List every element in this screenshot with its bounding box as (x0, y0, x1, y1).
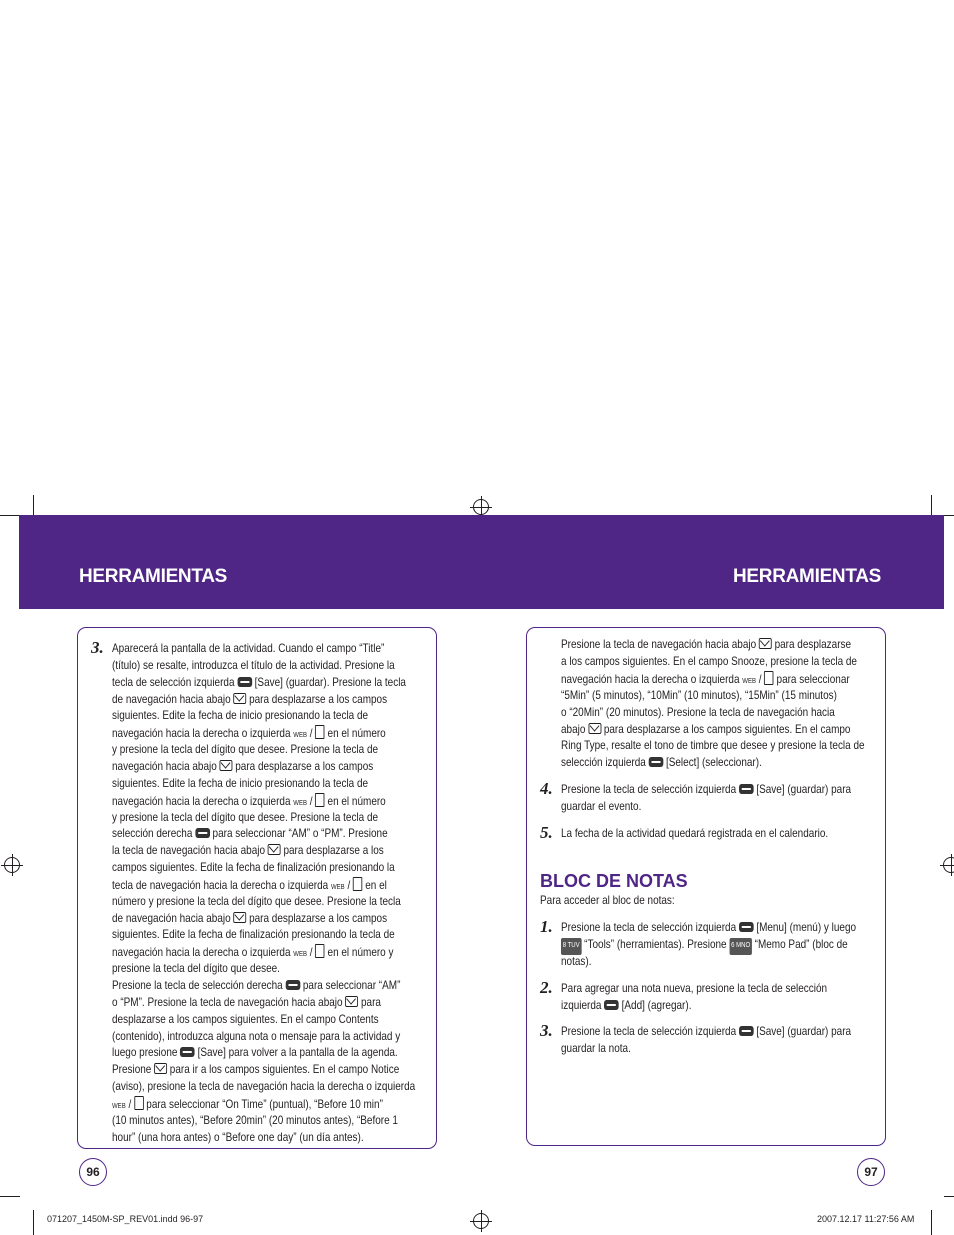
soft-key-icon (649, 757, 664, 767)
page-number-left: 96 (79, 1158, 107, 1186)
soft-key-icon (604, 1000, 619, 1010)
text-line: navegación hacia abajo para desplazarse a los campos (112, 759, 374, 773)
soft-key-icon (285, 980, 300, 990)
page-title-right: HERRAMIENTAS (733, 566, 882, 587)
text-line: número y presione la tecla del dígito que desee. Presione la tecla (112, 894, 401, 908)
soft-key-icon (237, 677, 252, 687)
text-line: hour” (una hora antes) o “Before one day” (un día antes). (112, 1130, 364, 1144)
text-line: Presione la tecla de selección derecha para seleccionar “AM” (112, 979, 401, 992)
crop-mark (931, 495, 932, 517)
crop-mark (0, 1196, 20, 1197)
soft-key-icon (739, 784, 754, 794)
registration-mark-icon (943, 857, 954, 873)
web-key-icon: WEB (293, 732, 307, 740)
nav-side-key-icon (134, 1096, 143, 1110)
crop-mark (0, 515, 20, 516)
step-number: 1. (540, 917, 553, 936)
web-key-icon: WEB (330, 883, 345, 891)
text-line: Ring Type, resalte el tono de timbre que desee y presione la tecla de (561, 739, 865, 753)
nav-down-key-icon (345, 996, 358, 1007)
crop-mark (931, 1210, 932, 1235)
text-line: la tecla de navegación hacia abajo para desplazarse a los (112, 844, 384, 858)
header-band (19, 515, 944, 609)
section-title: BLOC DE NOTAS (540, 871, 688, 891)
page-title-left: HERRAMIENTAS (79, 566, 228, 587)
text-line: luego presione [Save] para volver a la pantalla de la agenda. (112, 1046, 398, 1060)
crop-mark (33, 1210, 34, 1235)
text-line: o “PM”. Presione la tecla de navegación hacia abajo para (112, 995, 381, 1009)
footer-file: 071207_1450M-SP_REV01.indd 96-97 (47, 1214, 204, 1224)
nav-down-key-icon (233, 693, 246, 704)
text-line: notas). (561, 955, 592, 968)
crop-mark (33, 495, 34, 517)
text-line: de navegación hacia abajo para desplazarse a los campos (112, 692, 388, 706)
text-line: Para agregar una nota nueva, presione la tecla de selección (561, 982, 828, 995)
step-number: 4. (540, 779, 553, 798)
text-line: (título) se resalte, introduzca el título de la actividad. Presione la (112, 658, 395, 672)
text-line: Presione para ir a los campos siguientes. En el campo Notice (112, 1063, 400, 1077)
nav-down-key-icon (154, 1063, 167, 1074)
text-line: navegación hacia la derecha o izquierda WEB / en el número (112, 794, 386, 808)
key-6-icon: 6 MNO (729, 938, 752, 955)
nav-down-key-icon (233, 912, 246, 923)
text-line: selección derecha para seleccionar “AM” o “PM”. Presione (112, 827, 388, 841)
crop-mark (944, 515, 954, 516)
nav-side-key-icon (315, 944, 324, 958)
soft-key-icon (739, 1026, 754, 1036)
footer-timestamp: 2007.12.17 11:27:56 AM (817, 1214, 915, 1224)
web-key-icon: WEB (112, 1102, 126, 1110)
crop-mark (944, 1196, 954, 1197)
text-line: y presione la tecla del dígito que desee. Presione la tecla de (112, 810, 379, 824)
text-line: navegación hacia la derecha o izquierda WEB / para seleccionar (561, 672, 850, 686)
text-line: navegación hacia la derecha o izquierda WEB / en el número y (112, 946, 394, 960)
step-number: 3. (91, 638, 104, 657)
text-line: presione la tecla del dígito que desee. (112, 962, 280, 976)
text-line: abajo para desplazarse a los campos siguientes. En el campo (561, 722, 851, 736)
text-line: (aviso), presione la tecla de navegación hacia la derecha o izquierda (112, 1080, 416, 1094)
nav-down-key-icon (588, 723, 601, 734)
text-line: Para acceder al bloc de notas: (540, 894, 675, 907)
page-number-right: 97 (857, 1158, 885, 1186)
registration-mark-icon (4, 857, 20, 873)
web-key-icon: WEB (293, 951, 307, 959)
text-line: tecla de selección izquierda [Save] (guardar). Presione la tecla (112, 675, 406, 689)
soft-key-icon (180, 1047, 195, 1057)
text-line: (10 minutos antes), “Before 20min” (20 minutos antes), “Before 1 (112, 1113, 398, 1127)
text-line: guardar el evento. (561, 800, 642, 813)
text-line: Presione la tecla de selección izquierda [Save] (guardar) para (561, 1025, 852, 1038)
web-key-icon: WEB (742, 677, 756, 685)
text-line: 8 TUV “Tools” (herramientas). Presione 6 MNO “Memo Pad” (bloc de (561, 937, 848, 955)
soft-key-icon (739, 922, 754, 932)
nav-down-key-icon (268, 844, 281, 855)
nav-side-key-icon (315, 725, 324, 739)
registration-mark-icon (473, 499, 489, 515)
text-line: (contenido), introduzca alguna nota o mensaje para la actividad y (112, 1029, 401, 1043)
text-line: desplazarse a los campos siguientes. En el campo Contents (112, 1012, 379, 1026)
text-line: Presione la tecla de selección izquierda [Save] (guardar) para (561, 783, 852, 796)
step-number: 2. (540, 978, 553, 997)
step-number: 3. (540, 1021, 553, 1040)
text-line: selección izquierda [Select] (seleccionar). (561, 756, 762, 770)
text-line: tecla de navegación hacia la derecha o izquierda WEB / en el (112, 878, 387, 892)
text-line: de navegación hacia abajo para desplazarse a los campos (112, 911, 388, 925)
text-line: siguientes. Edite la fecha de finalización presionando la tecla de (112, 928, 395, 942)
text-line: izquierda [Add] (agregar). (561, 999, 692, 1012)
text-line: Presione la tecla de navegación hacia abajo para desplazarse (561, 638, 852, 651)
step-number: 5. (540, 823, 553, 842)
text-line: Aparecerá la pantalla de la actividad. Cuando el campo “Title” (112, 642, 385, 655)
web-key-icon: WEB (293, 799, 307, 807)
text-line: La fecha de la actividad quedará registrada en el calendario. (561, 827, 829, 840)
nav-side-key-icon (353, 877, 362, 891)
text-line: WEB / para seleccionar “On Time” (puntual), “Before 10 min” (112, 1097, 383, 1111)
soft-key-icon (195, 828, 210, 838)
text-line: campos siguientes. Edite la fecha de finalización presionando la (112, 861, 395, 875)
nav-down-key-icon (220, 760, 233, 771)
nav-side-key-icon (764, 671, 773, 685)
text-line: a los campos siguientes. En el campo Snooze, presione la tecla de (561, 654, 857, 668)
registration-mark-icon (473, 1213, 489, 1229)
text-line: navegación hacia la derecha o izquierda WEB / en el número (112, 727, 386, 741)
text-line: “5Min” (5 minutos), “10Min” (10 minutos), “15Min” (15 minutos) (561, 688, 837, 702)
text-line: siguientes. Edite la fecha de inicio presionando la tecla de (112, 709, 369, 723)
text-line: o “20Min” (20 minutos). Presione la tecla de navegación hacia (561, 705, 835, 719)
text-line: y presione la tecla del dígito que desee. Presione la tecla de (112, 743, 379, 757)
text-line: siguientes. Edite la fecha de inicio presionando la tecla de (112, 776, 369, 790)
text-line: Presione la tecla de selección izquierda [Menu] (menú) y luego (561, 921, 857, 934)
nav-down-key-icon (759, 638, 772, 649)
text-line: guardar la nota. (561, 1042, 631, 1055)
key-8-icon: 8 TUV (561, 938, 581, 955)
nav-side-key-icon (315, 793, 324, 807)
